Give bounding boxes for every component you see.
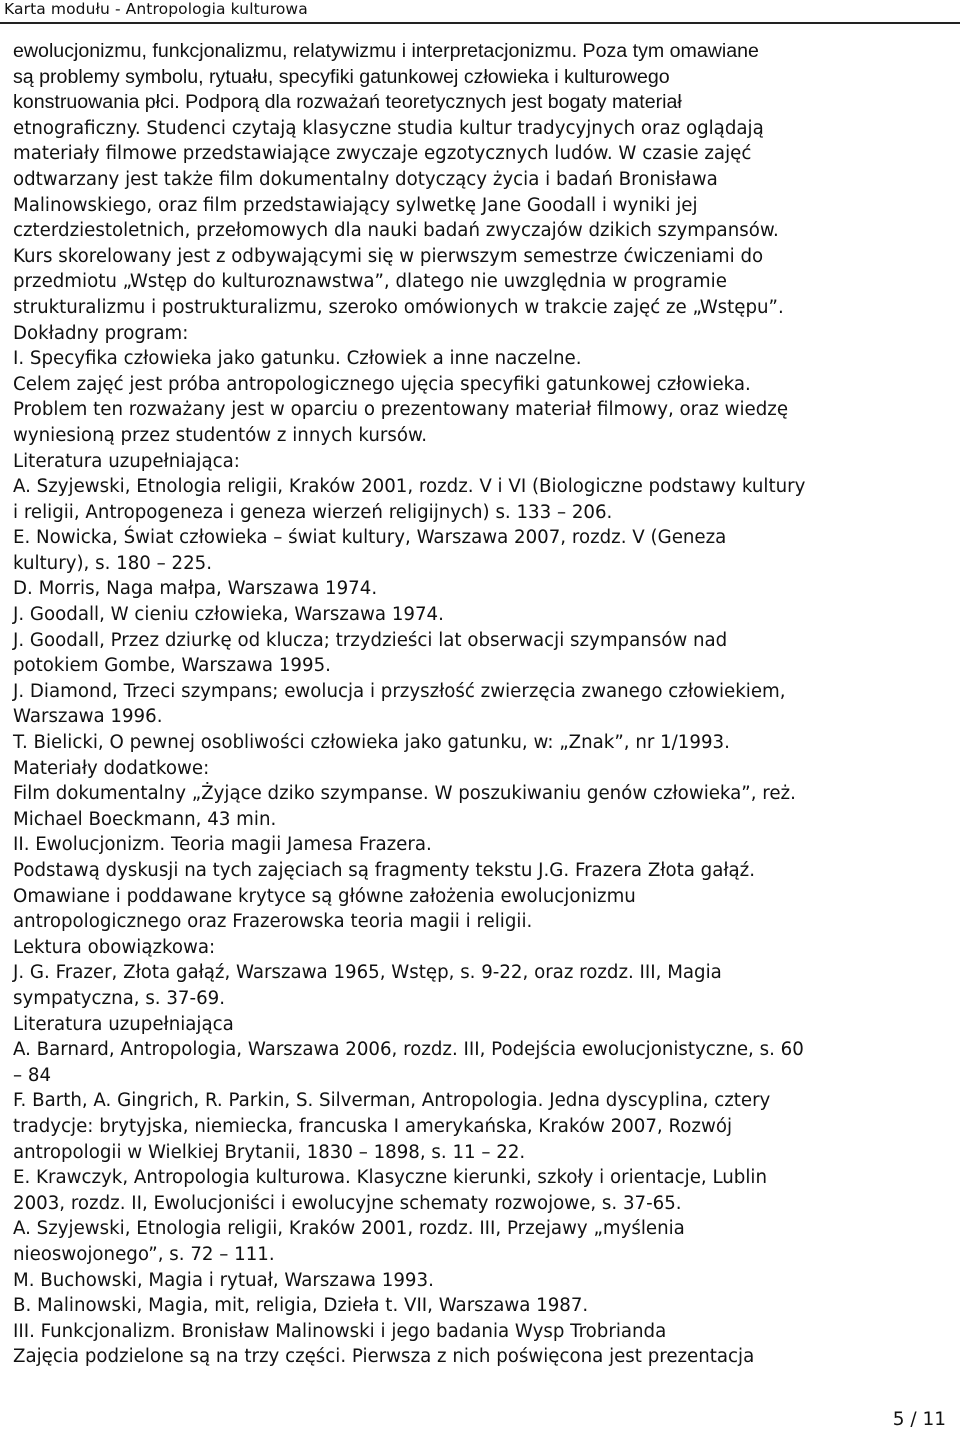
bibliography-line: E. Nowicka, Świat człowieka – świat kultury, Warszawa 2007, rozdz. V (Geneza	[13, 527, 727, 549]
bibliography-line: A. Szyjewski, Etnologia religii, Kraków 2001, rozdz. V i VI (Biologiczne podstawy kultury	[13, 476, 806, 498]
bibliography-line: tradycje: brytyjska, niemiecka, francuska I amerykańska, Kraków 2007, Rozwój	[13, 1115, 733, 1137]
bibliography-line: i religii, Antropogeneza i geneza wierzeń religijnych) s. 133 – 206.	[13, 501, 613, 523]
bibliography-line: – 84	[13, 1064, 52, 1086]
text-line: odtwarzany jest także film dokumentalny dotyczący życia i badań Bronisława	[13, 168, 718, 190]
bibliography-line: T. Bielicki, O pewnej osobliwości człowieka jako gatunku, w: „Znak”, nr 1/1993.	[13, 732, 730, 754]
text-line: strukturalizmu i postrukturalizmu, szeroko omówionych w trakcie zajęć ze „Wstępu”.	[13, 296, 784, 318]
bibliography-line: J. G. Frazer, Złota gałąź, Warszawa 1965, Wstęp, s. 9-22, oraz rozdz. III, Magia	[13, 962, 722, 984]
bibliography-line: F. Barth, A. Gingrich, R. Parkin, S. Silverman, Antropologia. Jedna dyscyplina, cztery	[13, 1090, 771, 1112]
header-title: Karta modułu - Antropologia kulturowa	[4, 0, 308, 18]
bibliography-line: B. Malinowski, Magia, mit, religia, Dzieła t. VII, Warszawa 1987.	[13, 1295, 589, 1317]
text-line: wyniesioną przez studentów z innych kursów.	[13, 424, 427, 446]
bibliography-line: antropologii w Wielkiej Brytanii, 1830 – 1898, s. 11 – 22.	[13, 1141, 526, 1163]
section-heading: Materiały dodatkowe:	[13, 757, 210, 779]
section-heading: II. Ewolucjonizm. Teoria magii Jamesa Frazera.	[13, 834, 432, 856]
text-line: Celem zajęć jest próba antropologicznego ujęcia specyfiki gatunkowej człowieka.	[13, 373, 751, 395]
bibliography-line: E. Krawczyk, Antropologia kulturowa. Klasyczne kierunki, szkoły i orientacje, Lublin	[13, 1167, 767, 1189]
section-heading: Literatura uzupełniająca	[13, 1013, 234, 1035]
page-number: 5 / 11	[892, 1409, 946, 1430]
text-line: Kurs skorelowany jest z odbywającymi się w pierwszym semestrze ćwiczeniami do	[13, 245, 764, 267]
text-line: czterdziestoletnich, przełomowych dla nauki badań zwyczajów dzikich szympansów.	[13, 220, 779, 242]
header-divider	[0, 22, 960, 24]
text-line: etnograficzny. Studenci czytają klasyczne studia kultur tradycyjnych oraz oglądają	[13, 117, 764, 139]
bibliography-line: D. Morris, Naga małpa, Warszawa 1974.	[13, 578, 378, 600]
bibliography-line: A. Barnard, Antropologia, Warszawa 2006, rozdz. III, Podejścia ewolucjonistyczne, s. 60	[13, 1039, 804, 1061]
bibliography-line: Warszawa 1996.	[13, 706, 163, 728]
text-line: Podstawą dyskusji na tych zajęciach są fragmenty tekstu J.G. Frazera Złota gałąź.	[13, 860, 755, 881]
bibliography-line: 2003, rozdz. II, Ewolucjoniści i ewolucyjne schematy rozwojowe, s. 37-65.	[13, 1192, 682, 1214]
page-header	[0, 0, 960, 22]
bibliography-line: J. Diamond, Trzeci szympans; ewolucja i przyszłość zwierzęcia zwanego człowiekiem,	[13, 680, 786, 702]
section-heading: III. Funkcjonalizm. Bronisław Malinowski i jego badania Wysp Trobrianda	[13, 1320, 667, 1342]
text-line: Zajęcia podzielone są na trzy części. Pierwsza z nich poświęcona jest prezentacja	[13, 1346, 755, 1368]
text-line: Malinowskiego, oraz film przedstawiający sylwetkę Jane Goodall i wyniki jej	[13, 194, 698, 216]
document-body	[13, 39, 949, 1370]
text-line: Film dokumentalny „Żyjące dziko szympanse. W poszukiwaniu genów człowieka”, reż.	[13, 783, 796, 805]
text-line: Omawiane i poddawane krytyce są główne założenia ewolucjonizmu	[13, 885, 636, 907]
section-heading: I. Specyfika człowieka jako gatunku. Człowiek a inne naczelne.	[13, 348, 582, 370]
bibliography-line: J. Goodall, W cieniu człowieka, Warszawa 1974.	[13, 604, 444, 626]
text-line: Michael Boeckmann, 43 min.	[13, 808, 277, 830]
text-line: przedmiotu „Wstęp do kulturoznawstwa”, dlatego nie uwzględnia w programie	[13, 271, 727, 293]
bibliography-line: kultury), s. 180 – 225.	[13, 552, 213, 574]
bibliography-line: sympatyczna, s. 37-69.	[13, 987, 225, 1009]
section-heading: Literatura uzupełniająca:	[13, 450, 240, 472]
section-heading: Dokładny program:	[13, 322, 189, 344]
bibliography-line: M. Buchowski, Magia i rytuał, Warszawa 1993.	[13, 1269, 434, 1291]
section-heading: Lektura obowiązkowa:	[13, 936, 216, 958]
text-line: antropologicznego oraz Frazerowska teoria magii i religii.	[13, 911, 533, 933]
bibliography-line: A. Szyjewski, Etnologia religii, Kraków 2001, rozdz. III, Przejawy „myślenia	[13, 1218, 685, 1240]
bibliography-line: J. Goodall, Przez dziurkę od klucza; trzydzieści lat obserwacji szympansów nad	[13, 629, 728, 651]
text-line: konstruowania płci. Podporą dla rozważań teoretycznych jest bogaty materiał	[13, 91, 682, 114]
text-line: ewolucjonizmu, funkcjonalizmu, relatywizmu i interpretacjonizmu. Poza tym omawiane	[13, 40, 759, 62]
text-line: są problemy symbolu, rytuału, specyfiki gatunkowej człowieka i kulturowego	[13, 65, 670, 88]
text-line: materiały filmowe przedstawiające zwyczaje egzotycznych ludów. W czasie zajęć	[13, 143, 752, 165]
text-line: Problem ten rozważany jest w oparciu o prezentowany materiał filmowy, oraz wiedzę	[13, 399, 789, 421]
bibliography-line: nieoswojonego”, s. 72 – 111.	[13, 1243, 275, 1265]
bibliography-line: potokiem Gombe, Warszawa 1995.	[13, 655, 331, 677]
